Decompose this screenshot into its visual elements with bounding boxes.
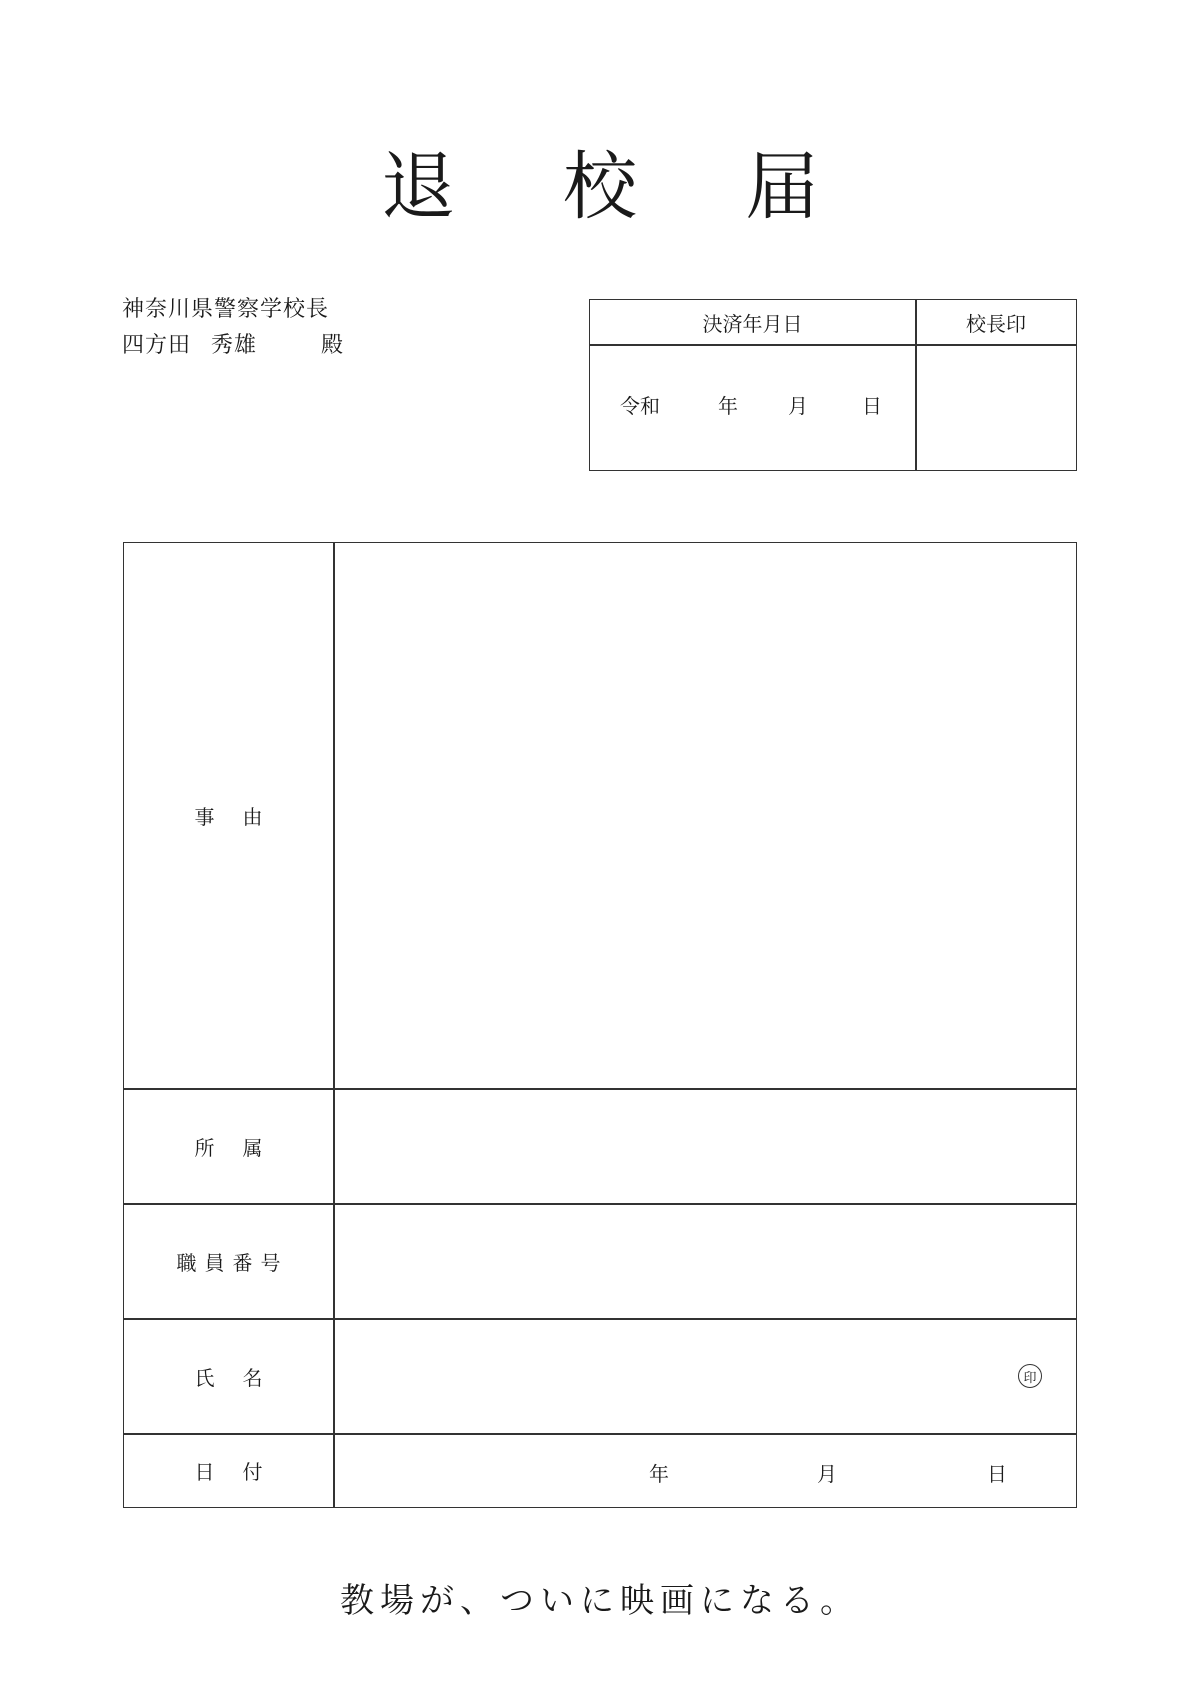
approval-year-unit: 年 bbox=[718, 394, 738, 418]
title-char: 退 bbox=[381, 144, 455, 230]
approval-month-unit: 月 bbox=[788, 394, 808, 418]
addressee-honorific: 殿 bbox=[321, 333, 345, 358]
approval-date-header: 決済年月日 bbox=[702, 311, 803, 336]
approval-era: 令和 bbox=[620, 394, 660, 418]
reason-field[interactable] bbox=[335, 543, 1076, 1088]
date-day-unit: 日 bbox=[987, 1462, 1007, 1486]
name-field[interactable] bbox=[335, 1320, 1076, 1433]
date-month-unit: 月 bbox=[817, 1462, 837, 1486]
date-field[interactable] bbox=[335, 1435, 1076, 1507]
affiliation-field[interactable] bbox=[335, 1090, 1076, 1203]
addressee-surname: 四方田 bbox=[122, 333, 192, 358]
date-year-unit: 年 bbox=[649, 1462, 669, 1486]
staff-number-label: 職 員 番 号 bbox=[176, 1250, 281, 1275]
approval-seal-header: 校長印 bbox=[966, 311, 1026, 336]
staff-number-field[interactable] bbox=[335, 1205, 1076, 1318]
movie-tagline: 教場が、ついに映画になる。 bbox=[340, 1581, 860, 1621]
approval-seal-box[interactable] bbox=[917, 346, 1075, 470]
affiliation-label: 所 属 bbox=[194, 1135, 263, 1160]
title-char: 校 bbox=[563, 144, 637, 230]
name-label: 氏 名 bbox=[194, 1365, 263, 1390]
title-char: 届 bbox=[745, 144, 819, 230]
reason-label: 事 由 bbox=[194, 805, 263, 829]
approval-day-unit: 日 bbox=[862, 394, 882, 418]
seal-mark-icon: 印 bbox=[1018, 1364, 1042, 1388]
addressee-given-name: 秀雄 bbox=[211, 333, 258, 358]
resignation-form-table bbox=[123, 542, 1077, 1508]
addressee-name-line bbox=[122, 328, 344, 364]
date-label: 日 付 bbox=[194, 1460, 263, 1484]
addressee-block bbox=[122, 292, 344, 364]
approval-table bbox=[589, 299, 1077, 471]
addressee-title: 神奈川県警察学校長 bbox=[122, 297, 330, 322]
document-title bbox=[0, 144, 1200, 230]
